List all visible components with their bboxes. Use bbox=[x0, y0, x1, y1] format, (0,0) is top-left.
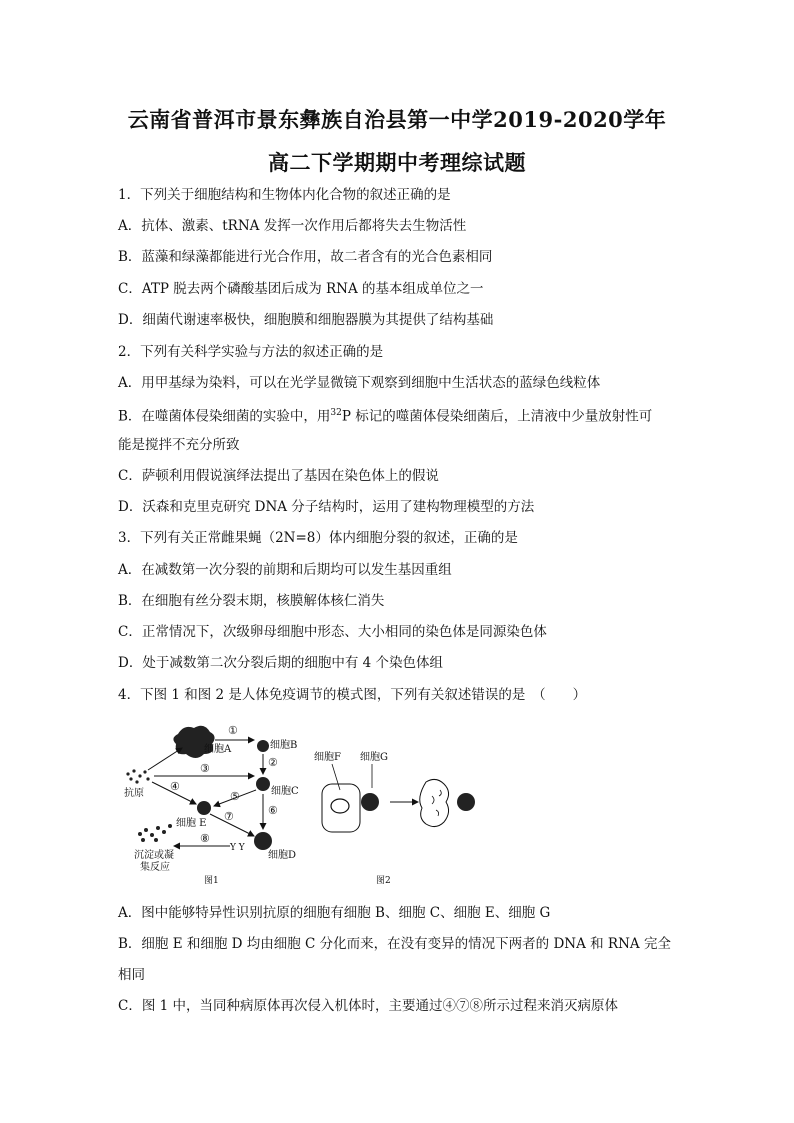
q2-option-b-superscript: 32 bbox=[330, 408, 342, 418]
cell-c-shape bbox=[256, 777, 270, 791]
lysed-cell-shape bbox=[420, 779, 449, 826]
q3-stem: 3．下列有关正常雌果蝇（2N=8）体内细胞分裂的叙述，正确的是 bbox=[118, 530, 518, 546]
q2-option-a: A．用甲基绿为染料，可以在光学显微镜下观察到细胞中生活状态的蓝绿色线粒体 bbox=[118, 375, 601, 391]
immune-figure bbox=[118, 716, 508, 892]
q4-stem: 4．下图 1 和图 2 是人体免疫调节的模式图，下列有关叙述错误的是 （ ） bbox=[118, 687, 587, 703]
q1-stem: 1．下列关于细胞结构和生物体内化合物的叙述正确的是 bbox=[118, 187, 451, 203]
q3-option-a: A．在减数第一次分裂的前期和后期均可以发生基因重组 bbox=[118, 562, 452, 578]
step-label-7: ⑦ bbox=[224, 810, 234, 823]
page-title-line-1: 云南省普洱市景东彝族自治县第一中学2019-2020学年 bbox=[127, 107, 667, 132]
step-label-1: ① bbox=[228, 724, 238, 737]
pointer-f bbox=[332, 764, 340, 790]
step-label-8: ⑧ bbox=[200, 832, 210, 845]
cell-b-shape bbox=[257, 740, 269, 752]
q4-option-b: B．细胞 E 和细胞 D 均由细胞 C 分化而来，在没有变异的情况下两者的 DNA 和 RNA 完全 bbox=[118, 936, 671, 952]
lysed-cell-debris bbox=[432, 790, 441, 816]
arrow-a-from-antigen bbox=[148, 748, 182, 770]
q2-option-d: D．沃森和克里克研究 DNA 分子结构时，运用了建构物理模型的方法 bbox=[118, 499, 535, 515]
q1-option-a: A．抗体、激素、tRNA 发挥一次作用后都将失去生物活性 bbox=[118, 218, 467, 234]
q2-option-b-post: P 标记的噬菌体侵染细菌后，上清液中少量放射性可 bbox=[341, 408, 653, 425]
q2-option-b bbox=[118, 404, 652, 426]
cell-g-shape-after bbox=[457, 793, 475, 811]
cell-d-shape bbox=[254, 832, 272, 850]
cell-f-shape bbox=[322, 784, 360, 832]
antigen-particles bbox=[126, 769, 149, 783]
q4-option-c: C．图 1 中，当同种病原体再次侵入机体时，主要通过④⑦⑧所示过程来消灭病原体 bbox=[118, 998, 618, 1014]
step-label-2: ② bbox=[268, 756, 278, 769]
step-label-5: ⑤ bbox=[230, 790, 240, 803]
q3-option-d: D．处于减数第二次分裂后期的细胞中有 4 个染色体组 bbox=[118, 655, 443, 671]
q2-option-b-pre: B．在噬菌体侵染细菌的实验中，用 bbox=[118, 408, 331, 425]
figure-2-caption: 图2 bbox=[376, 876, 391, 886]
cell-g-shape bbox=[361, 793, 379, 811]
label-precipitation-1: 沉淀或凝 bbox=[134, 850, 174, 861]
label-precipitation-2: 集反应 bbox=[140, 862, 170, 873]
antibody-marks: Y Y bbox=[230, 843, 245, 853]
precipitation-clumps bbox=[138, 824, 172, 842]
q1-option-d: D．细菌代谢速率极快，细胞膜和细胞器膜为其提供了结构基础 bbox=[118, 312, 494, 328]
label-cell-b: 细胞B bbox=[270, 740, 298, 751]
q3-option-b: B．在细胞有丝分裂末期，核膜解体核仁消失 bbox=[118, 593, 385, 609]
label-cell-d: 细胞D bbox=[268, 850, 297, 861]
step-label-4: ④ bbox=[170, 780, 180, 793]
q1-option-c: C．ATP 脱去两个磷酸基团后成为 RNA 的基本组成单位之一 bbox=[118, 281, 484, 297]
cell-f-nucleus bbox=[331, 799, 349, 813]
label-cell-g: 细胞G bbox=[360, 752, 388, 763]
cell-e-shape bbox=[197, 801, 211, 815]
label-cell-a: 细胞A bbox=[204, 744, 232, 755]
label-antigen: 抗原 bbox=[124, 788, 144, 799]
page-title-line-2: 高二下学期期中考理综试题 bbox=[268, 150, 526, 175]
q3-option-c: C．正常情况下，次级卵母细胞中形态、大小相同的染色体是同源染色体 bbox=[118, 624, 547, 640]
figure-1-caption: 图1 bbox=[204, 876, 219, 886]
label-cell-c: 细胞C bbox=[271, 786, 299, 797]
q1-option-b: B．蓝藻和绿藻都能进行光合作用，故二者含有的光合色素相同 bbox=[118, 249, 493, 265]
q2-option-c: C．萨顿利用假说演绎法提出了基因在染色体上的假说 bbox=[118, 468, 439, 484]
q4-option-b-line-2: 相同 bbox=[118, 967, 145, 983]
q2-option-b-line-2: 能是搅拌不充分所致 bbox=[118, 437, 240, 453]
label-cell-e: 细胞 E bbox=[176, 818, 207, 829]
step-label-3: ③ bbox=[200, 762, 210, 775]
label-cell-f: 细胞F bbox=[314, 752, 341, 763]
step-label-6: ⑥ bbox=[268, 804, 278, 817]
q4-option-a: A．图中能够特异性识别抗原的细胞有细胞 B、细胞 C、细胞 E、细胞 G bbox=[118, 905, 551, 921]
q2-stem: 2．下列有关科学实验与方法的叙述正确的是 bbox=[118, 344, 384, 360]
